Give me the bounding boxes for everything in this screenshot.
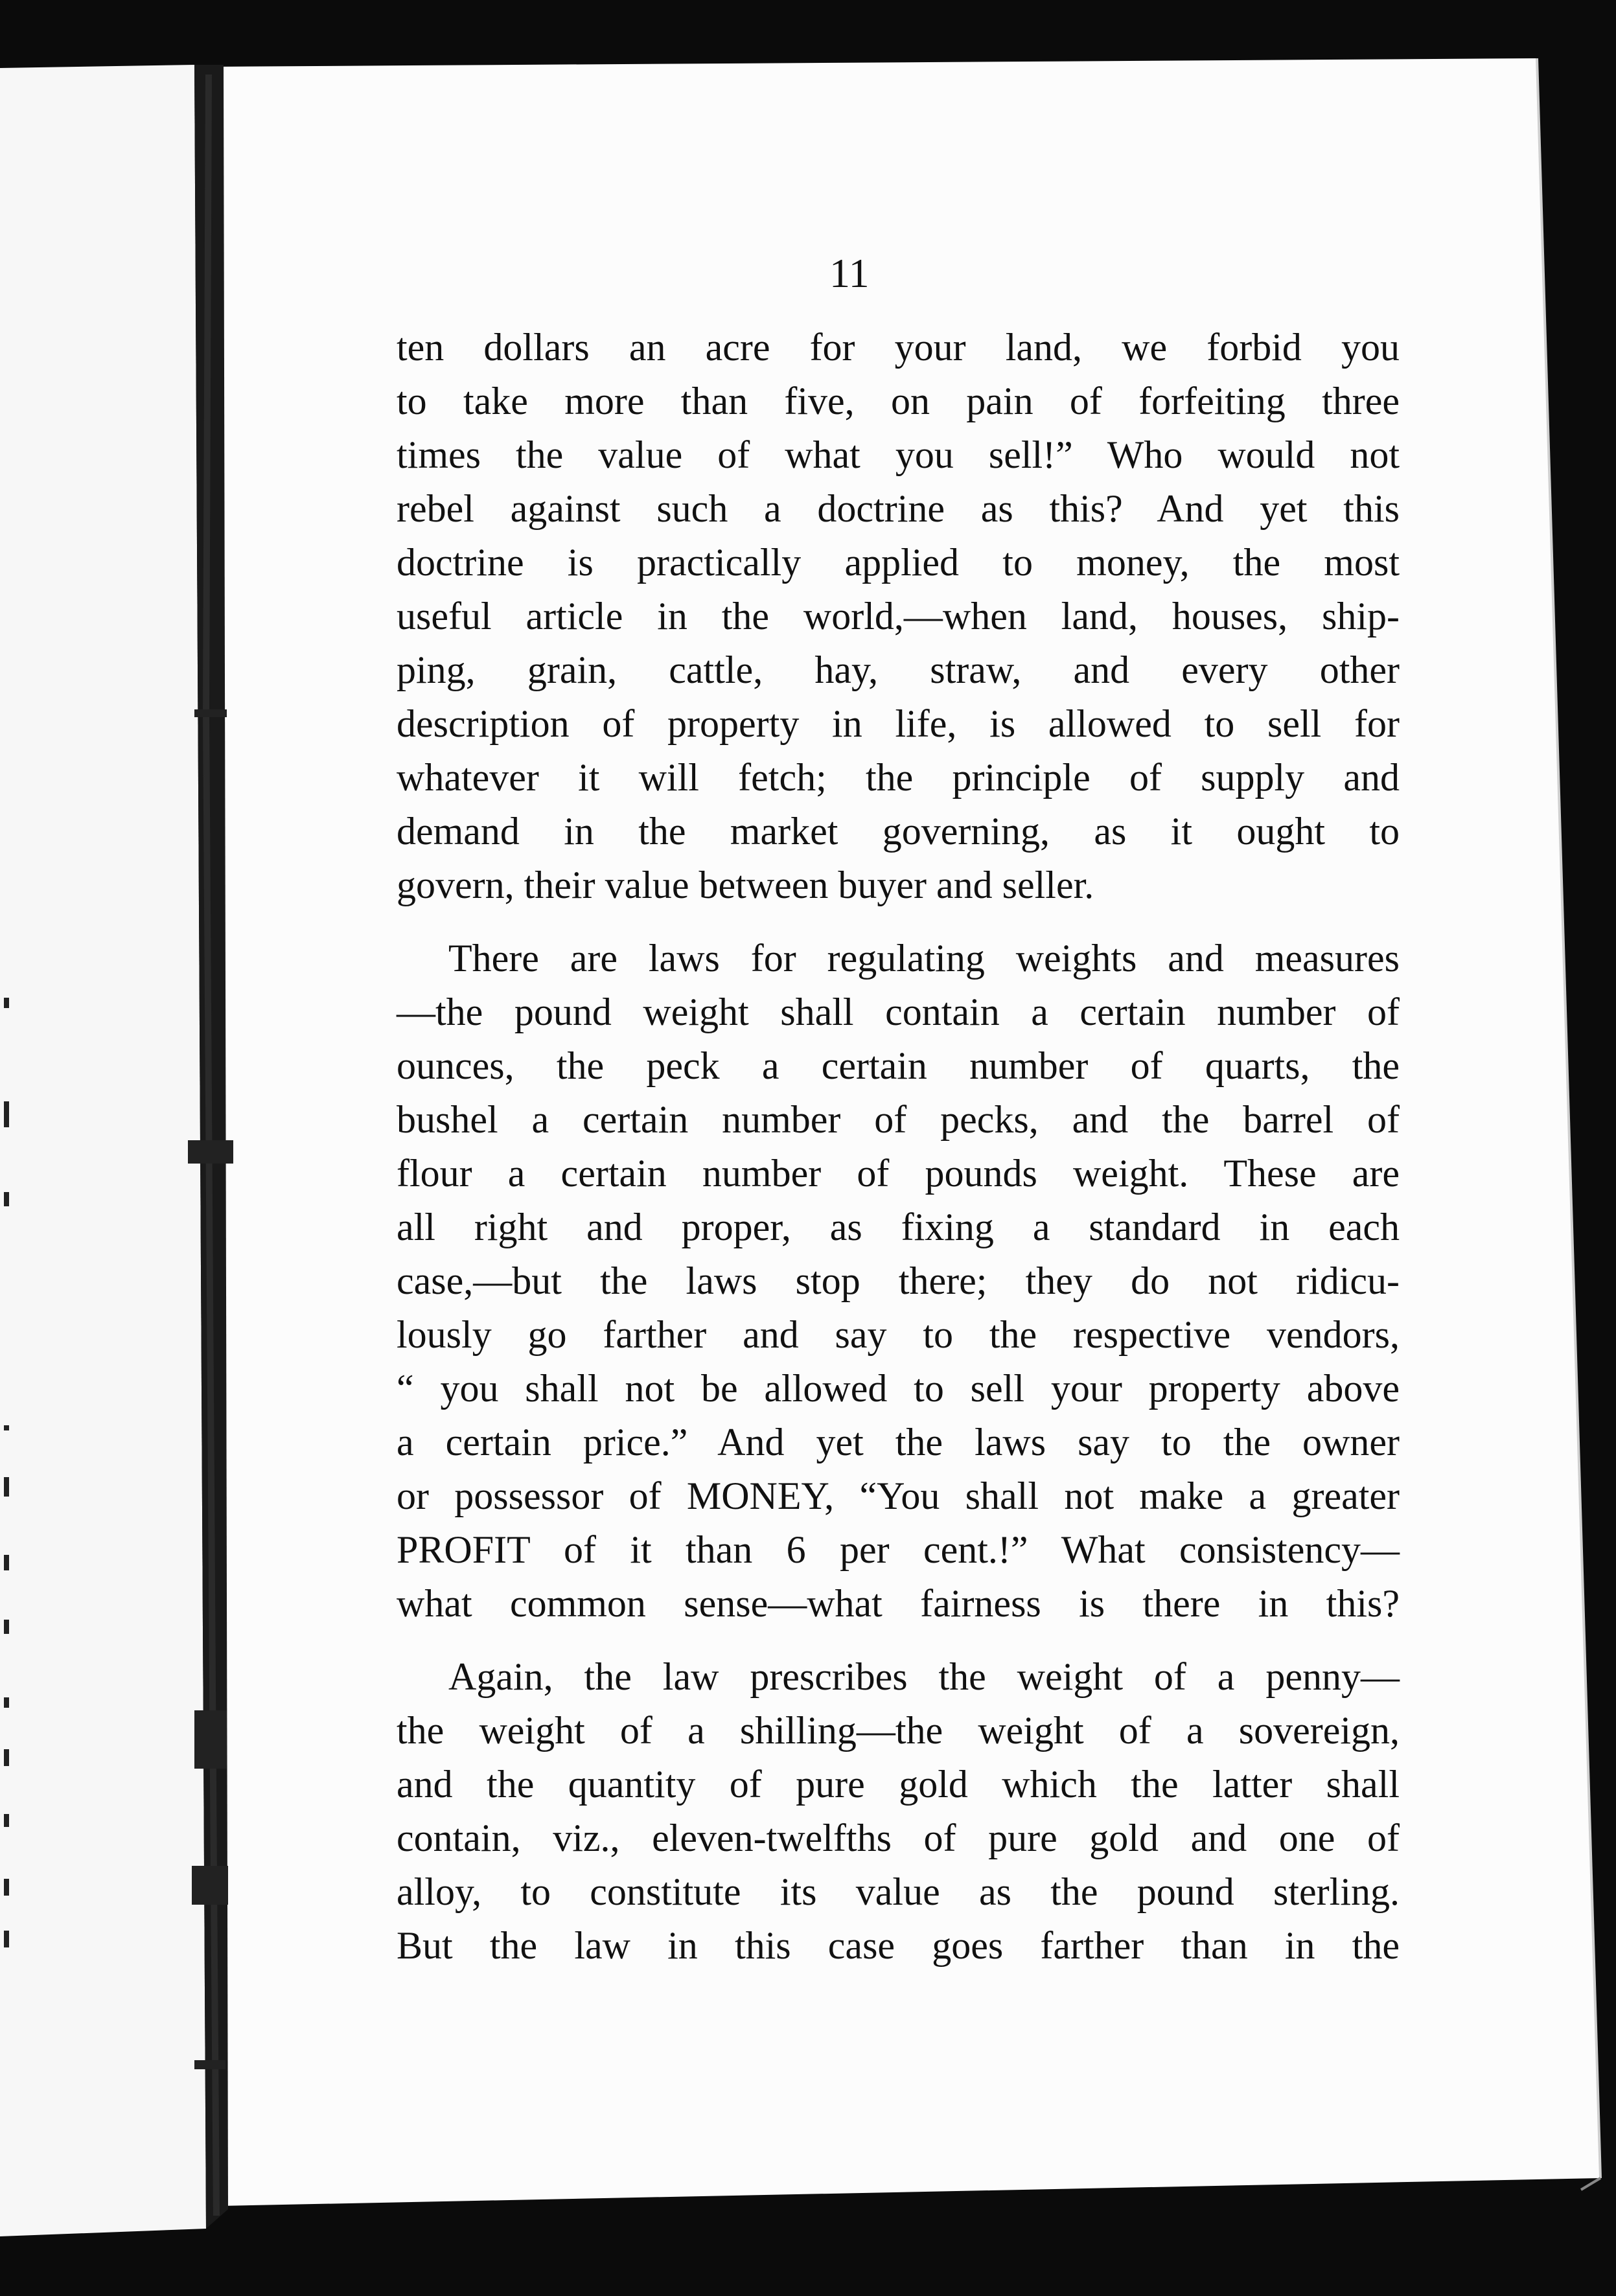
paragraph-3 bbox=[397, 1650, 1400, 1973]
text-line: —the pound weight shall contain a certain number of bbox=[397, 991, 1400, 1033]
text-line: demand in the market governing, as it ought to bbox=[397, 810, 1400, 853]
text-line: doctrine is practically applied to money, the most bbox=[397, 541, 1400, 584]
left-facing-page bbox=[0, 65, 206, 2236]
text-line: a certain price.” And yet the laws say to the owner bbox=[397, 1421, 1400, 1464]
text-line: Again, the law prescribes the weight of a penny— bbox=[448, 1655, 1400, 1698]
text-line: case,—but the laws stop there; they do not ridicu- bbox=[397, 1259, 1400, 1302]
text-line: all right and proper, as fixing a standard in each bbox=[397, 1206, 1400, 1248]
body-text bbox=[397, 321, 1400, 1973]
paragraph-2 bbox=[397, 932, 1400, 1631]
text-line: “ you shall not be allowed to sell your property above bbox=[397, 1367, 1400, 1410]
text-line: But the law in this case goes farther than in the bbox=[397, 1924, 1400, 1967]
text-line: or possessor of MONEY, “You shall not make a greater bbox=[397, 1475, 1400, 1517]
paragraph-1 bbox=[397, 321, 1400, 912]
text-line: times the value of what you sell!” Who would not bbox=[397, 433, 1400, 476]
page-number: 11 bbox=[829, 250, 870, 296]
text-line: description of property in life, is allowed to sell for bbox=[397, 702, 1400, 745]
text-line: contain, viz., eleven-twelfths of pure gold and one of bbox=[397, 1817, 1400, 1859]
text-line: the weight of a shilling—the weight of a sovereign, bbox=[397, 1709, 1400, 1752]
text-line: lously go farther and say to the respective vendors, bbox=[397, 1313, 1400, 1356]
text-line: what common sense—what fairness is there in this? bbox=[397, 1582, 1400, 1625]
text-line: bushel a certain number of pecks, and the barrel of bbox=[397, 1098, 1400, 1141]
text-line: There are laws for regulating weights and measures bbox=[448, 937, 1400, 980]
text-line: PROFIT of it than 6 per cent.!” What consistency— bbox=[397, 1528, 1400, 1571]
text-line: ping, grain, cattle, hay, straw, and every other bbox=[397, 649, 1400, 691]
text-line: useful article in the world,—when land, houses, ship- bbox=[397, 595, 1400, 637]
text-line: rebel against such a doctrine as this? And yet this bbox=[397, 487, 1400, 530]
text-line: flour a certain number of pounds weight. These are bbox=[397, 1152, 1400, 1195]
text-line: alloy, to constitute its value as the pound sterling. bbox=[397, 1870, 1400, 1913]
text-line: to take more than five, on pain of forfeiting three bbox=[397, 380, 1400, 422]
text-line: ten dollars an acre for your land, we forbid you bbox=[397, 326, 1400, 369]
text-line: and the quantity of pure gold which the latter shall bbox=[397, 1763, 1400, 1806]
text-line: whatever it will fetch; the principle of supply and bbox=[397, 756, 1400, 799]
text-line: ounces, the peck a certain number of quarts, the bbox=[397, 1044, 1400, 1087]
text-line: govern, their value between buyer and seller. bbox=[397, 864, 1094, 906]
